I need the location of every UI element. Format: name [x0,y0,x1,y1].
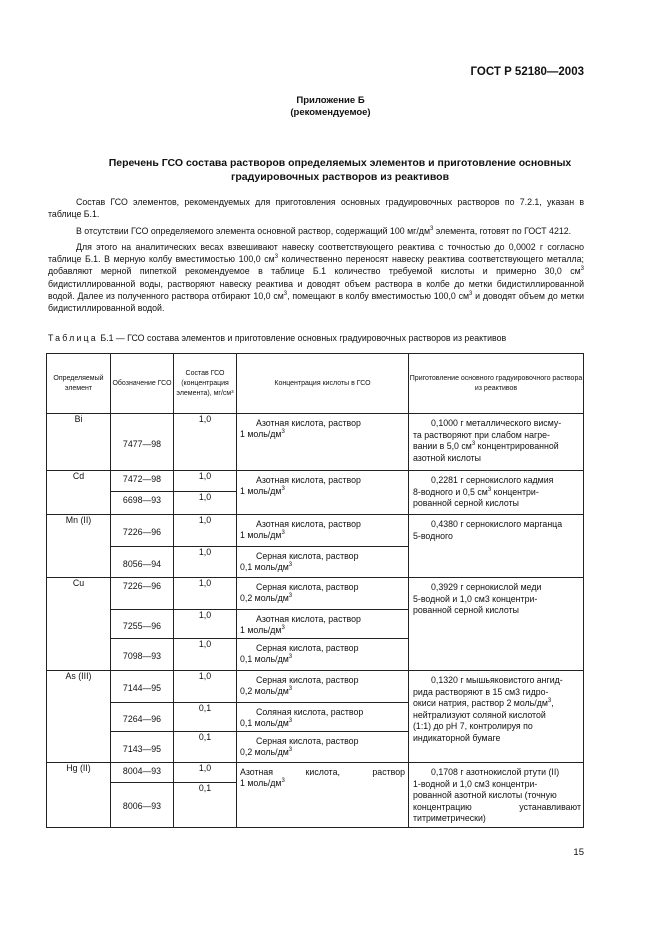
paragraph: В отсутствии ГСО определяемого элемента основной раствор, содержащий 100 $мг/дм^3$ элемента, готовят по ГОСТ 4212. [76,225,572,236]
column-header: Концентрация кислоты в ГСО [237,354,409,414]
mass-cell: 1,0 [174,639,237,671]
gso-code-cell: 7477—98 [111,414,174,471]
paragraph: Состав ГСО элементов, рекомендуемых для приготовления основных градуировочных растворов по 7.2.1, указан в таблице Б.1. [48,197,584,220]
gso-code-cell: 8006—93 [111,782,174,827]
gso-code-cell: 6698—93 [111,492,174,515]
mass-cell: 1,0 [174,671,237,703]
acid-cell: Серная кислота, раствор 0,1 моль/$дм^3$ [237,639,409,671]
acid-cell: Азотная кислота, раствор 1 моль/$дм^3$ [237,471,409,515]
acid-cell: Серная кислота, раствор 0,2 моль/$дм^3$ [237,671,409,703]
gso-code-cell: 7264—96 [111,703,174,732]
heading-line: градуировочных растворов из реактивов [230,171,450,183]
preparation-cell: 0,4380 г сернокислого марганца 5-водного [409,515,584,578]
preparation-cell: 0,2281 г сернокислого кадмия 8-водного и 0,5 $см^3$ концентри- рованной серной кислоты [409,471,584,515]
mass-cell: 1,0 [174,414,237,471]
table-row [47,414,584,471]
column-header: Определяемый элемент [47,354,111,414]
table-row [47,671,584,703]
element-cell: Cd [47,471,111,515]
table-row [47,763,584,783]
gso-code-cell: 7143—95 [111,732,174,763]
acid-cell: Азотная кислота, раствор 1 моль/$дм^3$ [237,610,409,639]
section-heading [50,156,630,184]
table-row [47,578,584,610]
appendix-note: (рекомендуемое) [290,107,371,118]
acid-cell: Серная кислота, раствор 0,2 моль/$дм^3$ [237,578,409,610]
acid-cell: Соляная кислота, раствор 0,1 моль/$дм^3$ [237,703,409,732]
mass-cell: 1,0 [174,471,237,492]
gso-code-cell: 7472—98 [111,471,174,492]
preparation-cell: 0,1000 г металлического висму- та растворяют при слабом нагре- вании в 5,0 $см^3$ концентрированной азотной кислоты [409,414,584,471]
gso-code-cell: 7226—96 [111,578,174,610]
element-cell: Mn (II) [47,515,111,578]
element-cell: As (III) [47,671,111,763]
body-text [48,196,584,315]
element-cell: Bi [47,414,111,471]
mass-cell: 1,0 [174,515,237,547]
column-header: Приготовление основного градуировочного раствора из реактивов [409,354,584,414]
mass-cell: 1,0 [174,492,237,515]
mass-cell: 0,1 [174,732,237,763]
acid-cell: Серная кислота, раствор 0,1 моль/$дм^3$ [237,547,409,578]
appendix-title: Приложение Б [296,95,365,106]
standard-code: ГОСТ Р 52180—2003 [470,66,584,78]
preparation-cell: 0,3929 г сернокислой меди 5-водной и 1,0 см3 концентри- рованной серной кислоты [409,578,584,671]
acid-cell: Азотная кислота, раствор 1 моль/$дм^3$ [237,515,409,547]
mass-cell: 1,0 [174,578,237,610]
element-cell: Cu [47,578,111,671]
paragraph: Для этого на аналитических весах взвешивают навеску соответствующего реактива с точностью до 0,0002 г согласно таблице Б.1. В мерную колбу вместимостью 100,0 $см^3$ количественно переносят навеску реактива соответствующего металла; добавляют мерной пипеткой рекомендуемое в таблице Б.1 количество требуемой кислоты и примерно 30,0 $см^3$ бидистиллированной воды, растворяют навеску реактива и доводят объем раствора в колбе до метки бидистиллированной водой. Далее из полученного раствора отбирают 10,0 $см^3$, помещают в колбу вместимостью 100,0 $см^3$ и доводят объем до метки бидистиллированной водой. [48,241,584,314]
preparation-cell: 0,1320 г мышьяковистого ангид- рида растворяют в 15 см3 гидро- окиси натрия, раствор 2 моль/$дм^3$, нейтрализуют соляной кислотой (1:1) до pH 7, контролируя по индикаторной бумаге [409,671,584,763]
acid-cell: Серная кислота, раствор 0,2 моль/$дм^3$ [237,732,409,763]
gso-code-cell: 7144—95 [111,671,174,703]
acid-cell: Азотная кислота, раствор 1 моль/$дм^3$ [237,414,409,471]
gso-code-cell: 8004—93 [111,763,174,783]
table-row [47,471,584,492]
preparation-cell: 0,1708 г азотнокислой ртути (II) 1-водной и 1,0 см3 концентри- рованной азотной кислоты (точную концентрацию устанавливают титриметрически) [409,763,584,828]
gso-code-cell: 7098—93 [111,639,174,671]
gso-code-cell: 7255—96 [111,610,174,639]
gso-code-cell: 7226—96 [111,515,174,547]
table-header-row [47,354,584,414]
gso-code-cell: 8056—94 [111,547,174,578]
column-header: Обозначение ГСО [111,354,174,414]
mass-cell: 1,0 [174,763,237,783]
mass-cell: 0,1 [174,703,237,732]
column-header: Состав ГСО (концентрация элемента), мг/см³ [174,354,237,414]
table-caption: Таблица Б.1 — ГСО состава элементов и приготовление основных градуировочных растворов из реактивов [48,333,507,343]
element-cell: Hg (II) [47,763,111,828]
heading-line: Перечень ГСО состава растворов определяемых элементов и приготовление основных [108,157,572,169]
mass-cell: 1,0 [174,610,237,639]
page-number: 15 [573,847,584,858]
gso-table [46,353,584,828]
table-row [47,515,584,547]
mass-cell: 1,0 [174,547,237,578]
acid-cell: Азотная кислота, раствор 1 моль/$дм^3$ [237,763,409,828]
mass-cell: 0,1 [174,782,237,827]
